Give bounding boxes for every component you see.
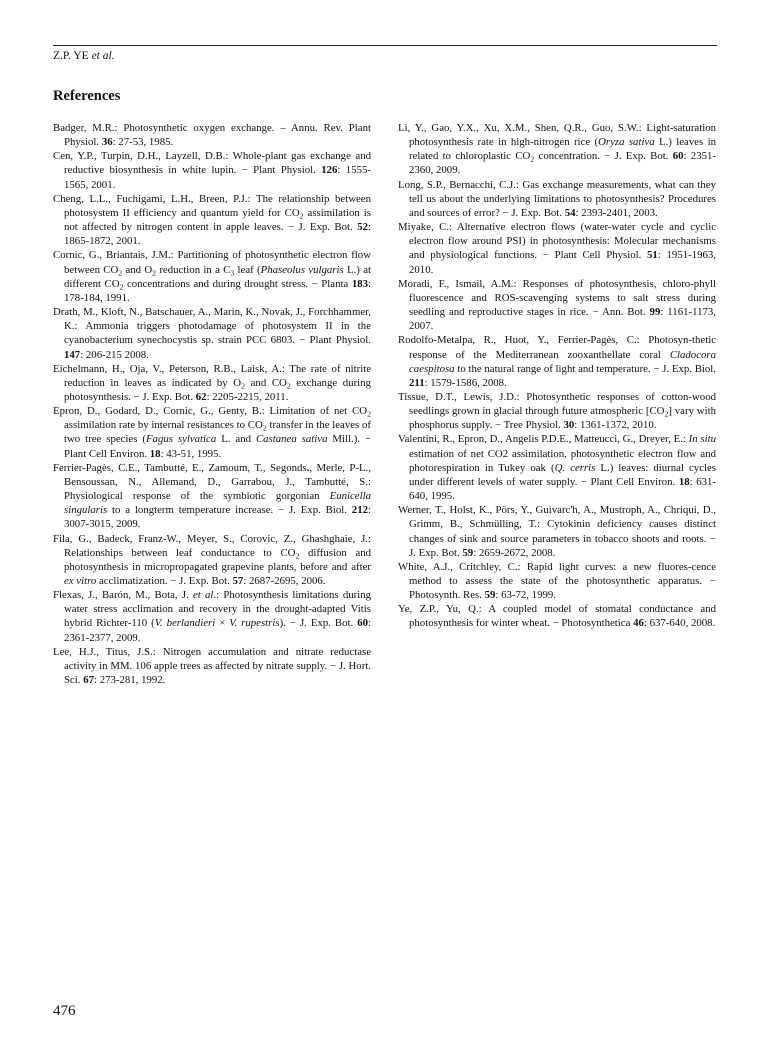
reference-entry: Cornic, G., Briantais, J.M.: Partitioning of photosynthetic electron flow between $CO_2$ and $O_2$ reduction in a $C_3$ leaf (Phaseolus vulgaris L.) at different $CO_2$ concentrations and during drought stress. − Planta 183: 178-184, 1991. xyxy=(53,249,372,304)
reference-entry: Epron, D., Godard, D., Cornic, G., Genty, B.: Limitation of net $CO_2$ assimilation rate by internal resistances to $CO_2$ transfer in the leaves of two tree species (Fagus sylvatica L. and Castanea sativa Mill.). − Plant Cell Environ. 18: 43-51, 1995. xyxy=(53,405,372,460)
reference-entry: Ye, Z.P., Yu, Q.: A coupled model of stomatal conductance and photosynthesis for winter wheat. − Photosynthetica 46: 637-640, 2008. xyxy=(398,603,716,630)
reference-entry: Drath, M., Kloft, N., Batschauer, A., Marin, K., Novak, J., Forchhammer, K.: Ammonia triggers photodamage of photosystem II in the cyanobacterium synechocystis sp. strain PCC 6803. − Plant Physiol. 147: 206-215 2008. xyxy=(53,306,371,361)
reference-entry: Flexas, J., Barón, M., Bota, J. et al.: Photosynthesis limitations during water stress acclimation and recovery in the drought-adapted Vitis hybrid Richter-110 (V. berlandieri × V. rupestris). − J. Exp. Bot. 60: 2361-2377, 2009. xyxy=(53,589,372,644)
reference-entry: Long, S.P., Bernacchi, C.J.: Gas exchange measurements, what can they tell us about the underlying limitations to photosynthesis? Procedures and sources of error? − J. Exp. Bot. 54: 2393-2401, 2003. xyxy=(398,178,716,219)
references-column-left xyxy=(53,121,371,687)
header-rule xyxy=(53,45,717,46)
reference-entry: Cen, Y.P., Turpin, D.H., Layzell, D.B.: Whole-plant gas exchange and reductive biosynthesis in white lupin. − Plant Physiol. 126: 1555-1565, 2001. xyxy=(53,150,371,191)
reference-entry: Badger, M.R.: Photosynthetic oxygen exchange. – Annu. Rev. Plant Physiol. 36: 27-53, 1985. xyxy=(53,122,371,149)
reference-entry: Moradi, F., Ismail, A.M.: Responses of photosynthesis, chloro-phyll fluorescence and ROS-scavenging systems to salt stress during seedling and reproductive stages in rice. − Ann. Bot. 99: 1161-1173, 2007. xyxy=(398,277,716,333)
running-head-authors: Z.P. YE xyxy=(53,50,89,62)
reference-entry: Cheng, L.L., Fuchigami, L.H., Breen, P.J.: The relationship between photosystem II efficiency and quantum yield for $CO_2$ assimilation is not affected by nitrogen content in apple leaves. − J. Exp. Bot. 52: 1865-1872, 2001. xyxy=(53,192,371,248)
reference-entry: Li, Y., Gao, Y.X., Xu, X.M., Shen, Q.R., Guo, S.W.: Light-saturation photosynthesis rate in high-nitrogen rice (Oryza sativa L.) leaves in related to chloroplastic $CO_2$ concentration. − J. Exp. Bot. 60: 2351-2360, 2009. xyxy=(398,122,716,177)
reference-entry: Fila, G., Badeck, Franz-W., Meyer, S., Corovic, Z., Ghashghaie, J.: Relationships between leaf conductance to $CO_2$ diffusion and photosynthesis in micropropagated grapevine plants, before and after ex vitro acclimatization. − J. Exp. Bot. 57: 2687-2695, 2006. xyxy=(53,532,372,587)
running-head xyxy=(53,50,115,62)
references-heading: References xyxy=(53,88,121,104)
reference-entry: Tissue, D.T., Lewis, J.D.: Photosynthetic responses of cotton-wood seedlings grown in glacial through future atmospheric $[CO_2]$ vary with phosphorus supply. − Tree Physiol. 30: 1361-1372, 2010. xyxy=(398,390,716,432)
reference-entry: Eichelmann, H., Oja, V., Peterson, R.B., Laisk, A.: The rate of nitrite reduction in leaves as indicated by $O_2$ and $CO_2$ exchange during photosynthesis. − J. Exp. Bot. 62: 2205-2215, 2011. xyxy=(53,362,371,403)
reference-entry: Lee, H.J., Titus, J.S.: Nitrogen accumulation and nitrate reductase activity in MM. 106 apple trees as affected by nitrate supply. − J. Hort. Sci. 67: 273-281, 1992. xyxy=(53,645,371,687)
reference-entry: Rodolfo-Metalpa, R., Huot, Y., Ferrier-Pagès, C.: Photosyn-thetic response of the Mediterranean zooxanthellate coral Cladocora caespitosa to the natural range of light and temperature. − J. Exp. Biol. 211: 1579-1586, 2008. xyxy=(398,334,716,389)
reference-entry: White, A.J., Critchley, C.: Rapid light curves: a new fluores-cence method to assess the state of the photosynthetic apparatus. − Photosynth. Res. 59: 63-72, 1999. xyxy=(398,560,716,602)
references-column-right xyxy=(398,121,716,631)
reference-entry: Werner, T., Holst, K., Pörs, Y., Guivarc'h, A., Mustroph, A., Chriqui, D., Grimm, B., Schmülling, T.: Cytokinin deficiency causes distinct changes of sink and source parameters in tobacco shoots and roots. − J. Exp. Bot. 59: 2659-2672, 2008. xyxy=(398,504,716,559)
running-head-et-al: et al. xyxy=(91,50,115,62)
reference-entry: Miyake, C.: Alternative electron flows (water-water cycle and cyclic electron flow around PSI) in photosynthesis: Molecular mechanisms and physiological functions. − Plant Cell Physiol. 51: 1951-1963, 2010. xyxy=(398,221,717,276)
reference-entry: Ferrier-Pagès, C.E., Tambutté, E., Zamoum, T., Segonds., Merle, P-L., Bensoussan, N., Allemand, D., Garrabou, J., Tambutté, S.: Physiological response of the symbiotic gorgonian Eunicella singularis to a longterm temperature increase. − J. Exp. Biol. 212: 3007-3015, 2009. xyxy=(53,461,371,531)
reference-entry: Valentini, R., Epron, D., Angelis P.D.E., Matteucci, G., Dreyer, E.: In situ estimation of net CO2 assimilation, photosynthetic electron flow and photorespiration in Tukey oak (Q. cerris L.) leaves: diurnal cycles under different levels of water supply. − Plant Cell Environ. 18: 631-640, 1995. xyxy=(398,433,717,503)
page-number: 476 xyxy=(53,1003,76,1019)
